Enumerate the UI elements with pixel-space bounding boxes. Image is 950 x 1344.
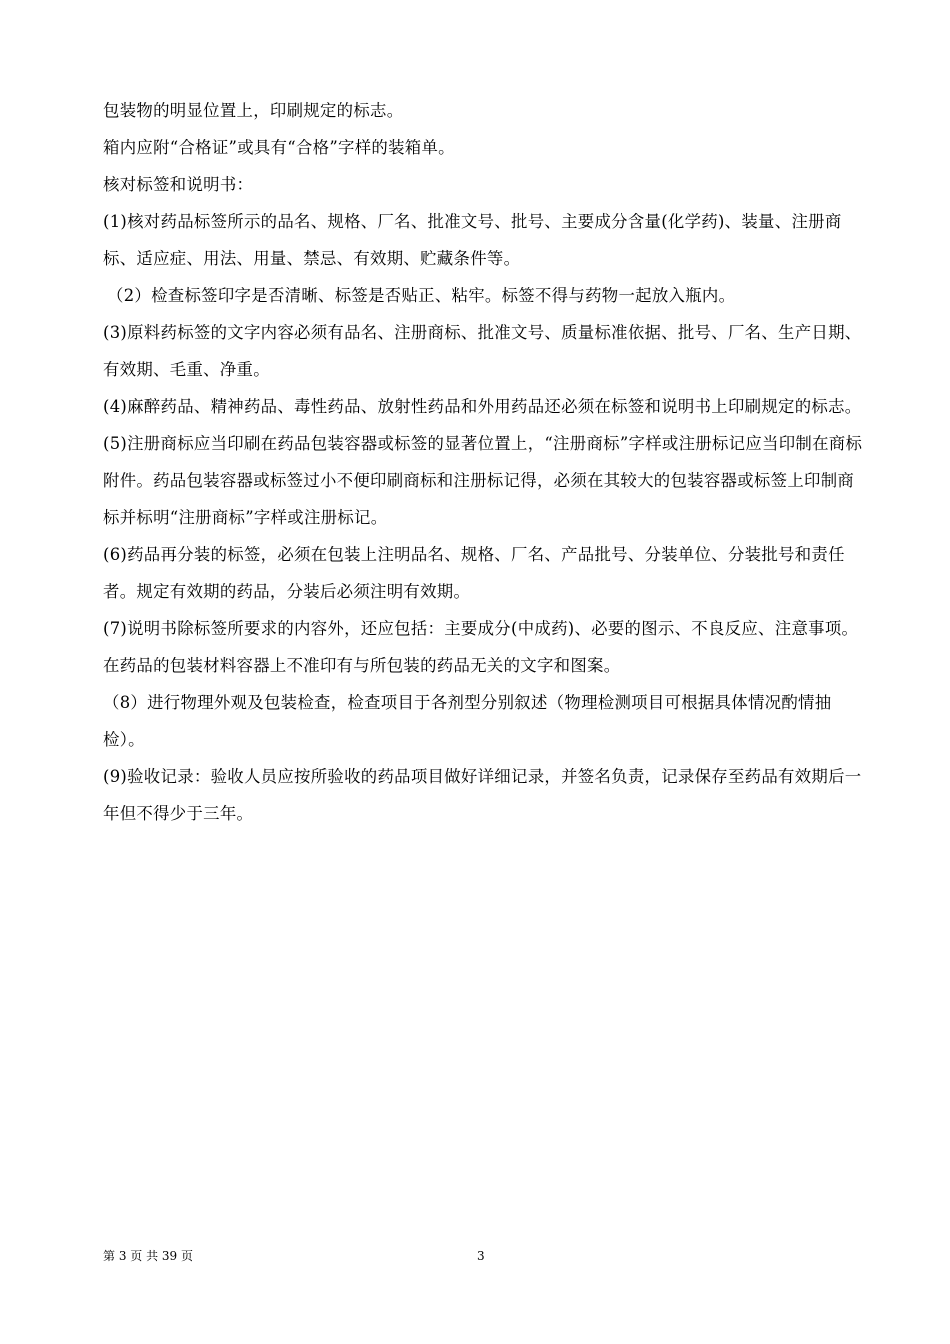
paragraph-2: 箱内应附“合格证”或具有“合格”字样的装箱单。 xyxy=(103,138,455,157)
page-number: 3 xyxy=(477,1249,485,1263)
paragraph-item-3: (3)原料药标签的文字内容必须有品名、注册商标、批准文号、质量标准依据、批号、厂名、生产日期、有效期、毛重、净重。 xyxy=(103,323,862,379)
paragraph-3: 核对标签和说明书： xyxy=(103,175,254,194)
paragraph-item-9: (9)验收记录：验收人员应按所验收的药品项目做好详细记录，并签名负责，记录保存至药品有效期后一年但不得少于三年。 xyxy=(103,767,862,823)
paragraph-item-5: (5)注册商标应当印刷在药品包装容器或标签的显著位置上，“注册商标”字样或注册标记应当印制在商标附件。药品包装容器或标签过小不便印刷商标和注册标记得，必须在其较大的包装容器或标签上印制商标并标明“注册商标”字样或注册标记。 xyxy=(103,434,863,527)
document-body xyxy=(103,92,865,832)
paragraph-item-2: （2）检查标签印字是否清晰、标签是否贴正、粘牢。标签不得与药物一起放入瓶内。 xyxy=(107,286,736,305)
paragraph-item-7: (7)说明书除标签所要求的内容外，还应包括：主要成分(中成药)、必要的图示、不良反应、注意事项。在药品的包装材料容器上不准印有与所包装的药品无关的文字和图案。 xyxy=(103,619,859,675)
paragraph-item-6: (6)药品再分装的标签，必须在包装上注明品名、规格、厂名、产品批号、分装单位、分装批号和责任者。规定有效期的药品，分装后必须注明有效期。 xyxy=(103,545,845,601)
paragraph-item-4: (4)麻醉药品、精神药品、毒性药品、放射性药品和外用药品还必须在标签和说明书上印刷规定的标志。 xyxy=(103,397,862,416)
paragraph-item-1: (1)核对药品标签所示的品名、规格、厂名、批准文号、批号、主要成分含量(化学药)、装量、注册商标、适应症、用法、用量、禁忌、有效期、贮藏条件等。 xyxy=(103,212,842,268)
page-info: 第 3 页 共 39 页 xyxy=(103,1249,193,1263)
paragraph-item-8: （8）进行物理外观及包装检查，检查项目于各剂型分别叙述（物理检测项目可根据具体情况酌情抽检）。 xyxy=(103,693,832,749)
paragraph-1: 包装物的明显位置上，印刷规定的标志。 xyxy=(103,101,404,120)
